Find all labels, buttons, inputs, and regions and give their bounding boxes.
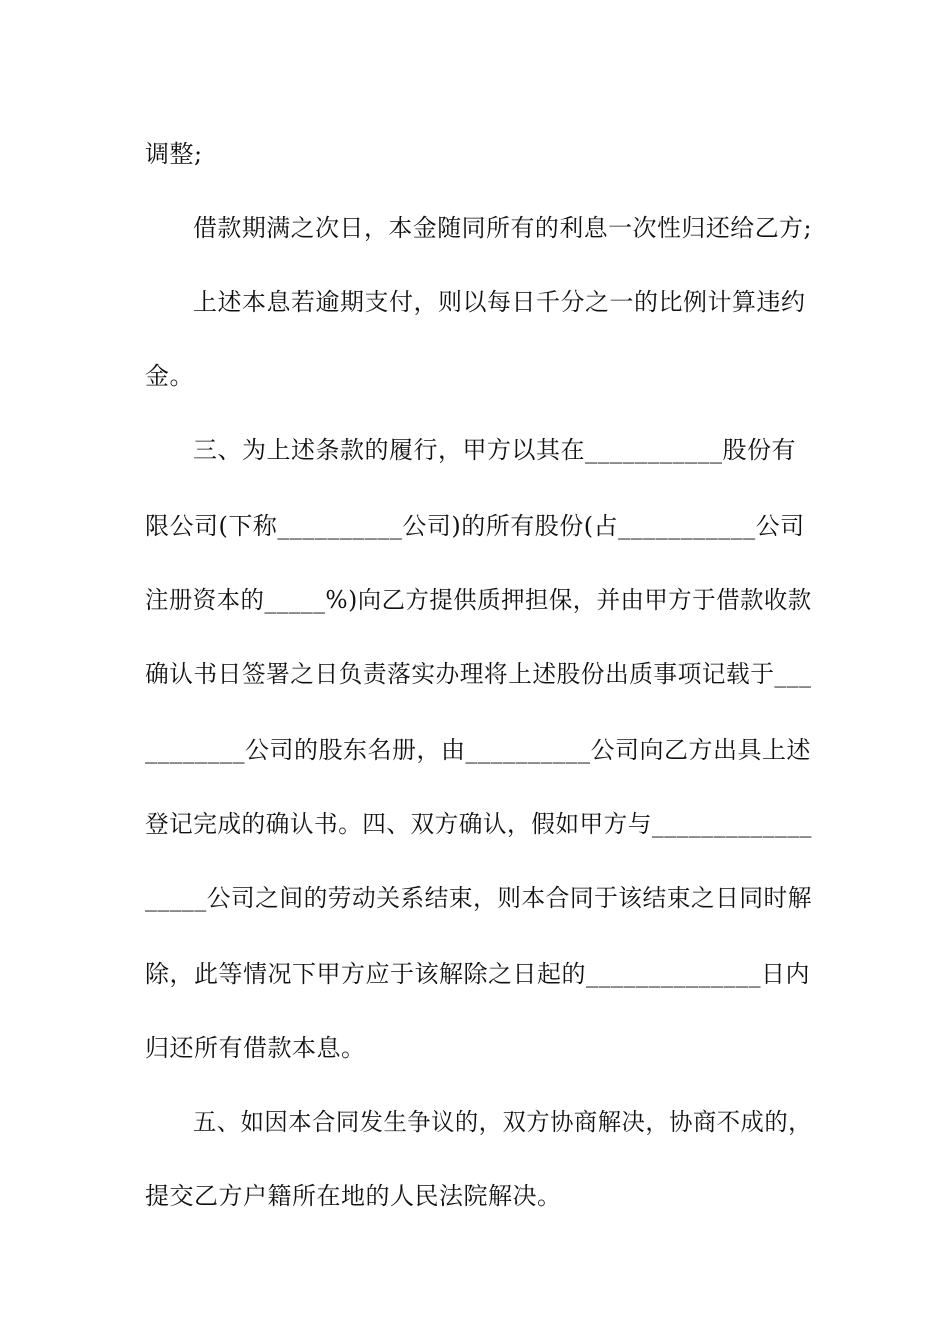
text-line: 登记完成的确认书。四、双方确认，假如甲方与_____________ xyxy=(145,810,812,838)
text-line: 借款期满之次日，本金随同所有的利息一次性归还给乙方; xyxy=(193,214,813,242)
text-line: 注册资本的_____%)向乙方提供质押担保，并由甲方于借款收款 xyxy=(145,586,812,614)
text-line: 除，此等情况下甲方应于该解除之日起的______________日内 xyxy=(145,960,810,988)
text-line: 调整; xyxy=(145,140,203,168)
text-line: 提交乙方户籍所在地的人民法院解决。 xyxy=(145,1182,562,1210)
text-line: ________公司的股东名册，由__________公司向乙方出具上述 xyxy=(145,736,811,764)
text-line: _____公司之间的劳动关系结束，则本合同于该结束之日同时解 xyxy=(145,884,812,912)
text-line: 归还所有借款本息。 xyxy=(145,1034,366,1062)
text-line: 五、如因本合同发生争议的，双方协商解决，协商不成的， xyxy=(193,1108,812,1136)
text-line: 确认书日签署之日负责落实办理将上述股份出质事项记载于___ xyxy=(145,660,812,688)
text-line: 上述本息若逾期支付，则以每日千分之一的比例计算违约 xyxy=(193,288,806,316)
text-line: 金。 xyxy=(145,362,194,390)
text-line: 限公司(下称__________公司)的所有股份(占___________公司 xyxy=(145,512,805,540)
text-line: 三、为上述条款的履行，甲方以其在___________股份有 xyxy=(193,436,796,464)
